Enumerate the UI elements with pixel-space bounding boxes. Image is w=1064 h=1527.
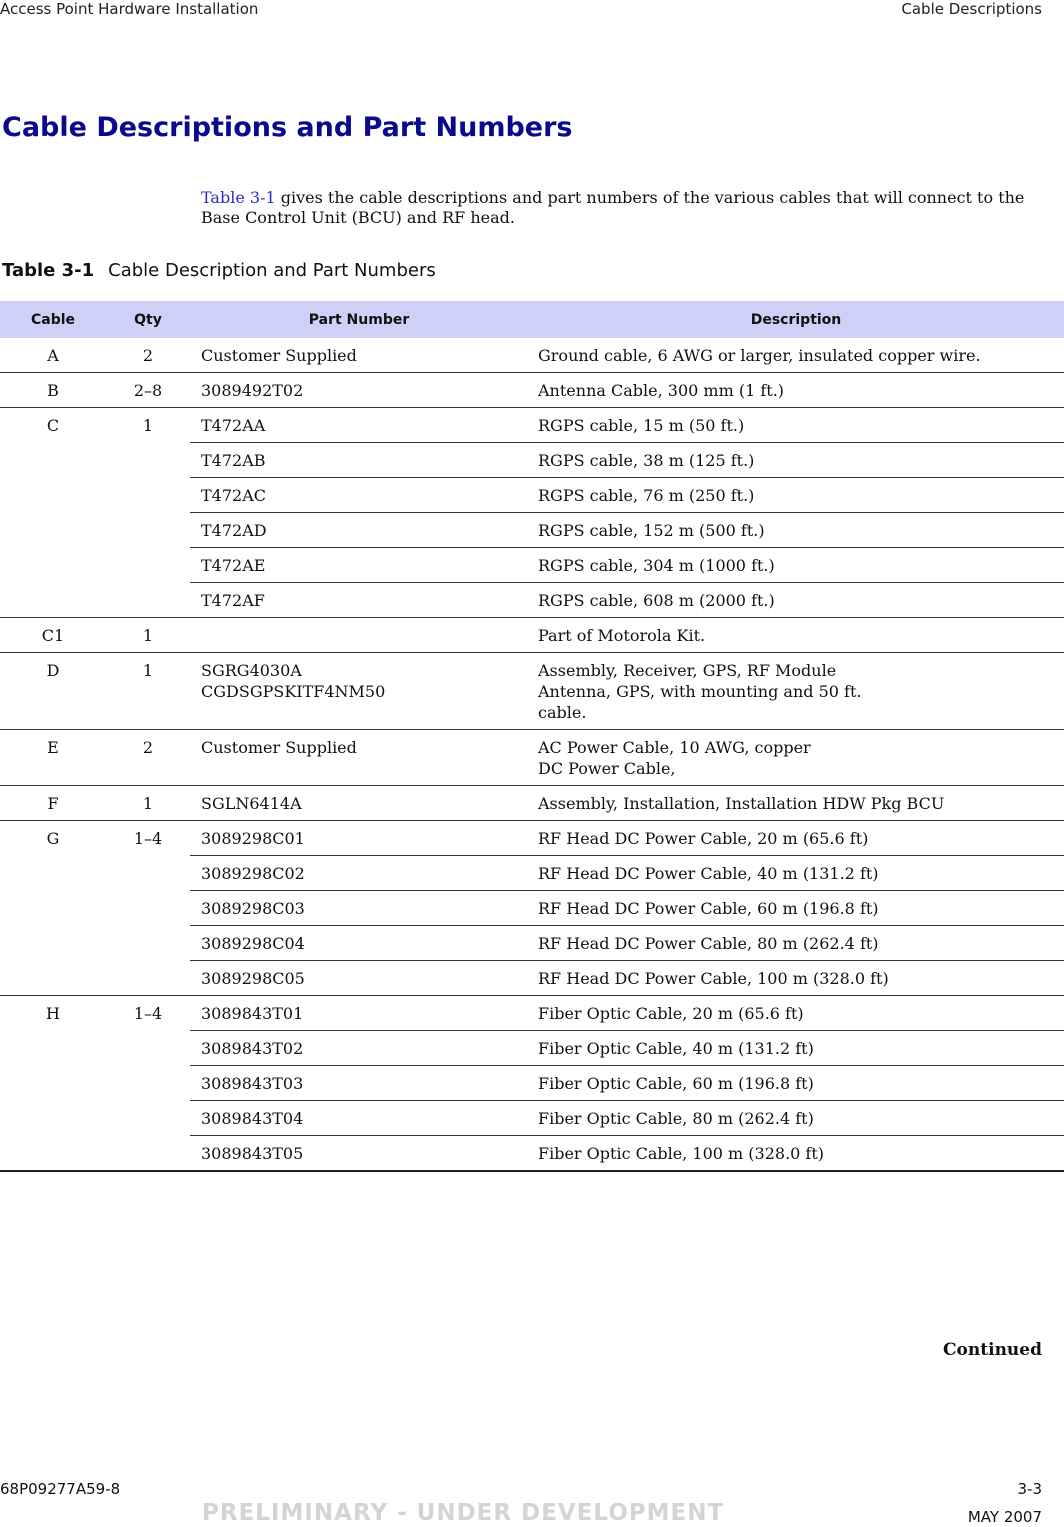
table-caption-label: Table 3-1	[2, 260, 95, 281]
qty-cell	[106, 1101, 190, 1136]
qty-cell: 1	[106, 618, 190, 653]
table-caption-text: Cable Description and Part Numbers	[108, 260, 436, 281]
description-cell: Ground cable, 6 AWG or larger, insulated copper wire.	[538, 346, 981, 365]
cable-table	[0, 301, 1064, 1172]
intro-text: gives the cable descriptions and part numbers of the various cables that will connect to the Base Control Unit (BCU) and RF head.	[201, 188, 1025, 227]
table-row	[0, 1066, 1064, 1101]
table-row	[0, 338, 1064, 373]
table-row	[0, 856, 1064, 891]
part-number-cell: 3089843T01	[190, 996, 528, 1031]
table-row	[0, 786, 1064, 821]
preliminary-watermark: PRELIMINARY - UNDER DEVELOPMENT	[202, 1500, 725, 1526]
cable-id-cell	[0, 926, 106, 961]
part-number-cell: 3089843T02	[190, 1031, 528, 1066]
table-caption	[2, 260, 436, 281]
part-number-cell: 3089843T03	[190, 1066, 528, 1101]
part-number-cell: 3089298C01	[190, 821, 528, 856]
qty-cell	[106, 478, 190, 513]
part-number-cell: 3089843T04	[190, 1101, 528, 1136]
part-number-cell: T472AB	[190, 443, 528, 478]
part-number-cell: T472AD	[190, 513, 528, 548]
part-number-cell	[190, 618, 528, 653]
qty-cell: 2–8	[106, 373, 190, 408]
cable-id-cell	[0, 583, 106, 618]
table-header-row	[0, 301, 1064, 338]
description-cell: Fiber Optic Cable, 100 m (328.0 ft)	[528, 1136, 1064, 1172]
description-cell: RGPS cable, 15 m (50 ft.)	[528, 408, 1064, 443]
description-cell: RGPS cable, 608 m (2000 ft.)	[528, 583, 1064, 618]
table-row	[0, 513, 1064, 548]
part-number-cell: 3089843T05	[190, 1136, 528, 1172]
part-number-cell: 3089298C03	[190, 891, 528, 926]
qty-cell: 1	[106, 408, 190, 443]
description-cell: RF Head DC Power Cable, 40 m (131.2 ft)	[528, 856, 1064, 891]
cable-id-cell	[0, 856, 106, 891]
qty-cell: 1	[106, 653, 190, 730]
cable-id-cell	[0, 1136, 106, 1172]
cable-id-cell: G	[0, 821, 106, 856]
part-number-cell: 3089492T02	[190, 373, 528, 408]
intro-paragraph	[201, 188, 1041, 228]
table-row	[0, 961, 1064, 996]
cable-id-cell	[0, 513, 106, 548]
cable-id-cell	[0, 443, 106, 478]
table-row	[0, 996, 1064, 1031]
table-row	[0, 548, 1064, 583]
table-row	[0, 730, 1064, 786]
description-cell: Assembly, Receiver, GPS, RF Module Antenna, GPS, with mounting and 50 ft. cable.	[528, 653, 1064, 730]
part-number-cell: Customer Supplied	[201, 346, 357, 365]
description-cell: AC Power Cable, 10 AWG, copper DC Power Cable,	[528, 730, 1064, 786]
part-number-cell: T472AF	[190, 583, 528, 618]
part-number-cell: SGRG4030A CGDSGPSKITF4NM50	[190, 653, 528, 730]
description-cell: Fiber Optic Cable, 60 m (196.8 ft)	[528, 1066, 1064, 1101]
cable-id-cell: D	[0, 653, 106, 730]
cable-id-cell	[0, 548, 106, 583]
cable-id-cell: H	[0, 996, 106, 1031]
table-row	[0, 821, 1064, 856]
description-cell: Part of Motorola Kit.	[528, 618, 1064, 653]
cable-id-cell	[0, 1101, 106, 1136]
part-number-cell: 3089298C04	[190, 926, 528, 961]
cable-id-cell: C1	[0, 618, 106, 653]
description-cell: RF Head DC Power Cable, 20 m (65.6 ft)	[528, 821, 1064, 856]
description-cell: RF Head DC Power Cable, 100 m (328.0 ft)	[528, 961, 1064, 996]
part-number-cell: Customer Supplied	[190, 730, 528, 786]
part-number-cell: T472AC	[190, 478, 528, 513]
cable-id-cell: E	[0, 730, 106, 786]
cable-id-cell: A	[47, 346, 59, 365]
part-number-cell: SGLN6414A	[190, 786, 528, 821]
qty-cell	[106, 443, 190, 478]
table-row	[0, 653, 1064, 730]
header-cable: Cable	[0, 301, 106, 338]
description-cell: RGPS cable, 152 m (500 ft.)	[528, 513, 1064, 548]
table-row	[0, 583, 1064, 618]
qty-cell	[106, 513, 190, 548]
qty-cell	[106, 856, 190, 891]
description-cell: Fiber Optic Cable, 80 m (262.4 ft)	[528, 1101, 1064, 1136]
header-qty: Qty	[106, 301, 190, 338]
table-body	[0, 338, 1064, 1171]
table-row	[0, 478, 1064, 513]
page-title: Cable Descriptions and Part Numbers	[2, 112, 573, 143]
qty-cell	[106, 926, 190, 961]
description-cell: RF Head DC Power Cable, 80 m (262.4 ft)	[528, 926, 1064, 961]
description-cell: RGPS cable, 38 m (125 ft.)	[528, 443, 1064, 478]
description-cell: RGPS cable, 76 m (250 ft.)	[528, 478, 1064, 513]
description-cell: Fiber Optic Cable, 40 m (131.2 ft)	[528, 1031, 1064, 1066]
qty-cell: 1–4	[106, 821, 190, 856]
qty-cell	[106, 1066, 190, 1101]
qty-cell: 1–4	[106, 996, 190, 1031]
qty-cell	[106, 961, 190, 996]
qty-cell	[106, 583, 190, 618]
cable-id-cell: C	[0, 408, 106, 443]
page-number: 3-3	[1017, 1480, 1042, 1498]
header-part-number: Part Number	[190, 301, 528, 338]
cable-id-cell	[0, 961, 106, 996]
description-cell: Fiber Optic Cable, 20 m (65.6 ft)	[528, 996, 1064, 1031]
table-row	[0, 443, 1064, 478]
table-row	[0, 408, 1064, 443]
qty-cell: 2	[142, 346, 154, 365]
description-cell: Antenna Cable, 300 mm (1 ft.)	[528, 373, 1064, 408]
qty-cell	[106, 1031, 190, 1066]
continued-label: Continued	[943, 1340, 1042, 1360]
qty-cell: 1	[106, 786, 190, 821]
description-cell: RGPS cable, 304 m (1000 ft.)	[528, 548, 1064, 583]
qty-cell	[106, 548, 190, 583]
cable-id-cell: F	[0, 786, 106, 821]
qty-cell	[106, 891, 190, 926]
cable-id-cell	[0, 1031, 106, 1066]
document-number: 68P09277A59-8	[0, 1480, 121, 1498]
table-reference-link[interactable]: Table 3-1	[201, 188, 276, 207]
part-number-cell: T472AE	[190, 548, 528, 583]
table-row	[0, 891, 1064, 926]
running-header-right: Cable Descriptions	[901, 0, 1042, 18]
publication-date: MAY 2007	[967, 1508, 1042, 1526]
header-description: Description	[528, 301, 1064, 338]
part-number-cell: T472AA	[190, 408, 528, 443]
table-row	[0, 1136, 1064, 1172]
cable-id-cell: B	[0, 373, 106, 408]
running-header-left: Access Point Hardware Installation	[0, 0, 259, 18]
cable-id-cell	[0, 1066, 106, 1101]
part-number-cell: 3089298C02	[190, 856, 528, 891]
table-row	[0, 618, 1064, 653]
table-row	[0, 1101, 1064, 1136]
cable-id-cell	[0, 891, 106, 926]
qty-cell	[106, 1136, 190, 1172]
table-row	[0, 1031, 1064, 1066]
part-number-cell: 3089298C05	[190, 961, 528, 996]
description-cell: RF Head DC Power Cable, 60 m (196.8 ft)	[528, 891, 1064, 926]
description-cell: Assembly, Installation, Installation HDW Pkg BCU	[528, 786, 1064, 821]
table-row	[0, 373, 1064, 408]
table-row	[0, 926, 1064, 961]
qty-cell: 2	[106, 730, 190, 786]
cable-id-cell	[0, 478, 106, 513]
